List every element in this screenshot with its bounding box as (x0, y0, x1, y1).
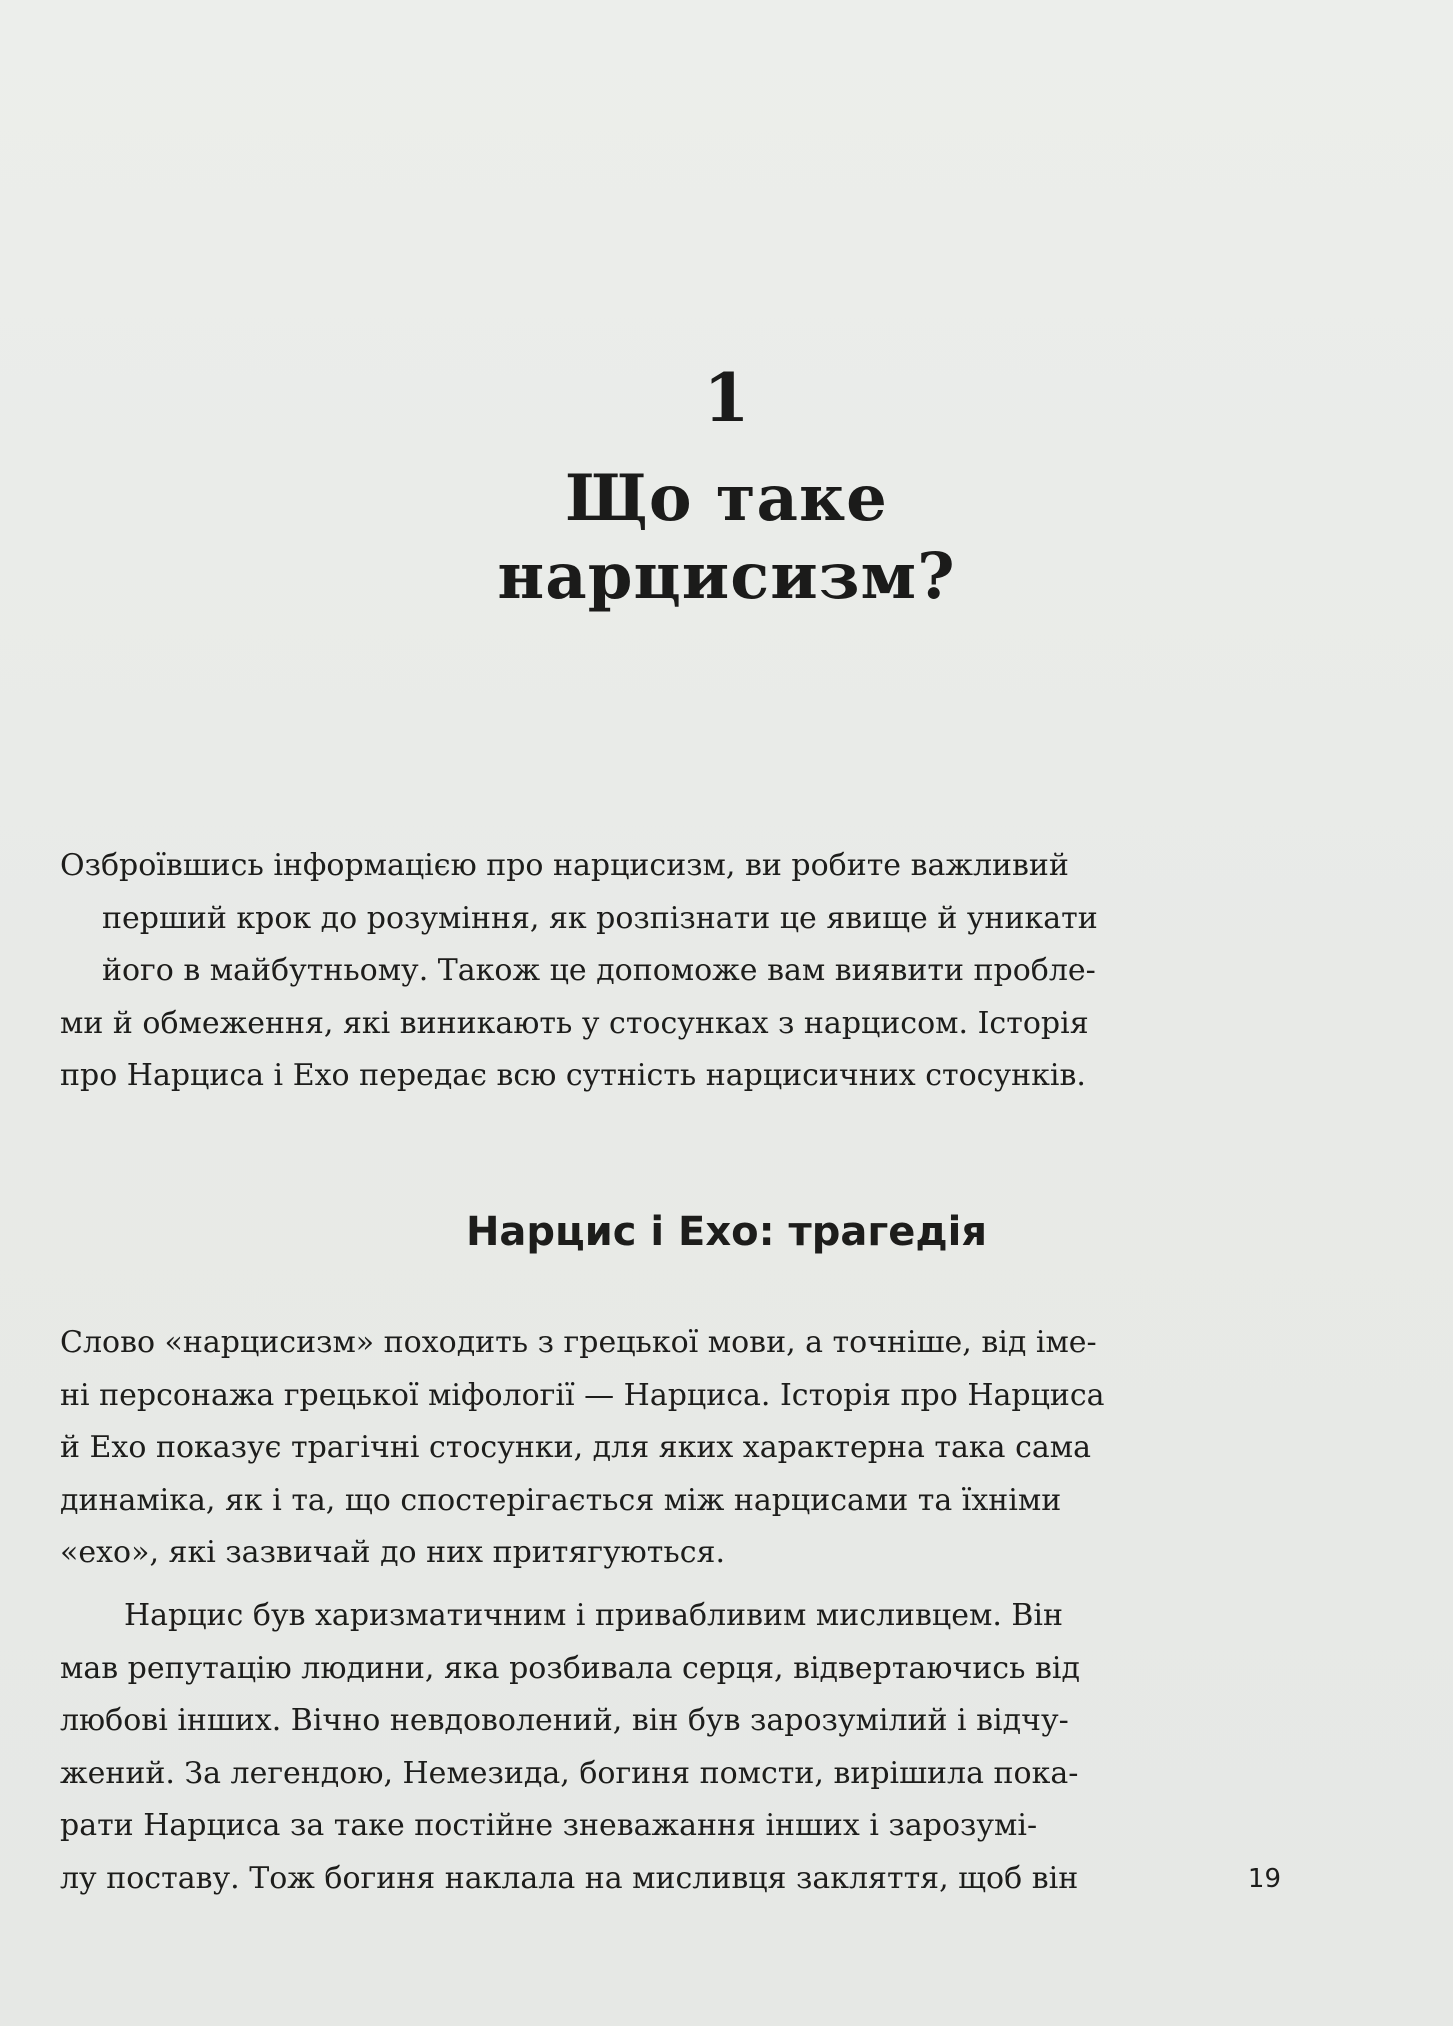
text-line: про Нарциса і Ехо передає всю сутність нарцисичних стосунків. (60, 1058, 1086, 1093)
body-paragraph (60, 1590, 1212, 1905)
text-line: рати Нарциса за таке постійне зневажання інших і зарозумі- (60, 1808, 1038, 1843)
text-line: ми й обмеження, які виникають у стосунках з нарцисом. Історія (60, 1005, 1089, 1041)
section-heading: Нарцис і Ехо: трагедія (465, 1209, 988, 1255)
text-line: його в майбутньому. Також це допоможе вам виявити пробле- (102, 953, 1096, 988)
text-line: динаміка, як і та, що спостерігається між нарцисами та їхніми (60, 1482, 1062, 1518)
text-line: й Ехо показує трагічні стосунки, для яких характерна така сама (60, 1430, 1091, 1465)
intro-paragraph (60, 840, 1212, 1103)
page-number: 19 (1247, 1864, 1281, 1894)
text-line: Нарцис був харизматичним і привабливим мисливцем. Він (124, 1598, 1064, 1633)
chapter-number: 1 (703, 359, 750, 437)
text-line: перший крок до розуміння, як розпізнати це явище й уникати (102, 900, 1098, 936)
text-line: Слово «нарцисизм» походить з грецької мови, а точніше, від іме- (60, 1325, 1097, 1360)
chapter-title-line: Що таке (565, 461, 888, 536)
text-line: любові інших. Вічно невдоволений, він був зарозумілий і відчу- (60, 1703, 1069, 1738)
text-line: мав репутацію людини, яка розбивала серця, відвертаючись від (60, 1650, 1080, 1686)
chapter-title (0, 460, 1453, 616)
text-line: Озброївшись інформацією про нарцисизм, ви робите важливий (60, 848, 1069, 883)
body-paragraph (60, 1317, 1212, 1580)
text-line: ні персонажа грецької міфології — Нарциса. Історія про Нарциса (60, 1377, 1105, 1413)
text-line: жений. За легендою, Немезида, богиня помсти, вирішила пока- (60, 1755, 1079, 1791)
text-line: «ехо», які зазвичай до них притягуються. (60, 1535, 725, 1570)
chapter-title-line: нарцисизм? (497, 539, 956, 614)
text-line: лу поставу. Тож богиня наклала на мисливця закляття, щоб він (60, 1860, 1079, 1896)
